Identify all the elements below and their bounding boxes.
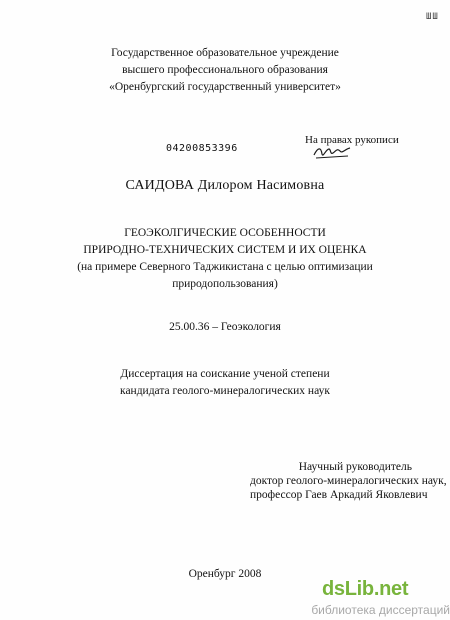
author-name: САИДОВА Дилором Насимовна [125,178,325,193]
handwritten-signature [312,143,352,161]
specialty-code: 25.00.36 – Геоэкология [169,321,281,333]
supervisor-line-2: доктор геолого-минералогических наук, [250,475,447,487]
rights-note: На правах рукописи [305,134,399,146]
institution-line-3: «Оренбургский государственный университет» [109,81,341,93]
title-line-4: природопользования) [172,278,278,290]
dslib-caption: библиотека диссертаций [311,603,450,617]
dslib-watermark [311,578,450,618]
corner-mark: ШШ [426,12,439,22]
city-year: Оренбург 2008 [188,568,262,580]
institution-line-2: высшего профессионального образования [122,64,328,76]
institution-line-1: Государственное образовательное учреждение [111,47,339,59]
supervisor-line-3: профессор Гаев Аркадий Яковлевич [250,489,428,501]
degree-line-2: кандидата геолого-минералогических наук [120,385,330,397]
archive-number: 04200853396 [166,143,238,154]
degree-line-1: Диссертация на соискание ученой степени [120,368,330,380]
title-line-3: (на примере Северного Таджикистана с целью оптимизации [77,261,373,273]
title-line-1: ГЕОЭКОЛГИЧЕСКИЕ ОСОБЕННОСТИ [124,227,326,239]
dslib-logo: dsLib.net [322,578,409,600]
supervisor-line-1: Научный руководитель [298,461,412,473]
title-line-2: ПРИРОДНО-ТЕХНИЧЕСКИХ СИСТЕМ И ИХ ОЦЕНКА [83,244,367,256]
